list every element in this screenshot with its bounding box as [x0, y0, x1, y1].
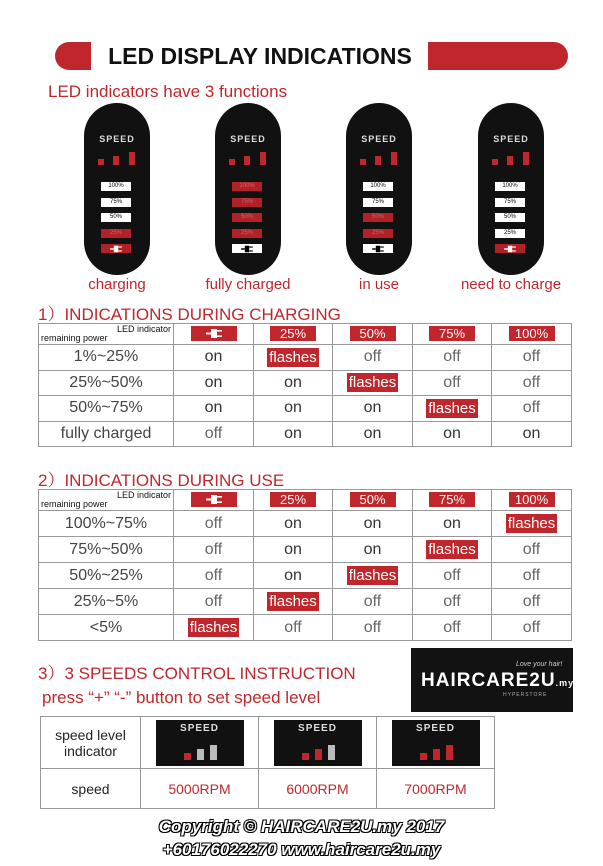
header-cell	[413, 490, 492, 511]
remote-3	[346, 103, 412, 275]
state-cell: off	[174, 511, 254, 537]
speed-label: SPEED	[298, 722, 337, 734]
state-cell: on	[174, 370, 254, 396]
speed-label: SPEED	[180, 722, 219, 734]
led-row: 50%	[495, 213, 525, 222]
header-cell	[333, 490, 413, 511]
speed-bar	[446, 745, 453, 760]
state-cell	[333, 563, 413, 589]
plug-led	[101, 244, 131, 253]
led-row: 50%	[363, 213, 393, 222]
state-cell: on	[174, 345, 254, 371]
header-badge: 25%	[270, 326, 316, 341]
header-cell	[413, 324, 492, 345]
use-section-title: 2）INDICATIONS DURING USE	[38, 471, 285, 490]
led-row: 100%	[101, 182, 131, 191]
state-cell: off	[492, 589, 572, 615]
speed-row-label: speed	[41, 769, 141, 809]
state-cell: off	[492, 345, 572, 371]
state-cell: off	[174, 563, 254, 589]
state-cell: on	[254, 511, 333, 537]
state-cell: on	[413, 511, 492, 537]
header-badge: 75%	[429, 492, 475, 507]
state-cell	[254, 589, 333, 615]
led-row: 75%	[363, 198, 393, 207]
table-row	[39, 537, 572, 563]
speed-bar	[391, 152, 397, 165]
table-row	[39, 511, 572, 537]
speed-bar	[420, 753, 427, 760]
state-cell: off	[413, 589, 492, 615]
state-cell: off	[492, 563, 572, 589]
flashes-badge: flashes	[189, 619, 238, 636]
state-cell: off	[333, 615, 413, 641]
speed-bar	[523, 152, 529, 165]
speed-bar	[360, 159, 366, 165]
table-row	[39, 370, 572, 396]
header-badge: 100%	[509, 326, 555, 341]
remote-2	[215, 103, 281, 275]
corner-power-label: remaining power	[41, 499, 108, 509]
state-cell: on	[254, 537, 333, 563]
remote-caption: fully charged	[205, 276, 291, 293]
state-cell: off	[174, 589, 254, 615]
table-row	[39, 345, 572, 371]
state-cell: on	[254, 421, 333, 447]
state-cell	[492, 511, 572, 537]
flashes-badge: flashes	[348, 567, 397, 584]
footer-copyright: Copyright © HAIRCARE2U.my 2017	[158, 817, 445, 836]
header-bar-left	[55, 42, 91, 70]
speed-bar	[244, 156, 250, 165]
header-cell	[254, 490, 333, 511]
header-plug	[174, 490, 254, 511]
speed-bar	[433, 749, 440, 760]
state-cell: on	[254, 563, 333, 589]
plug-icon	[372, 245, 384, 253]
speeds-instruction: press “+” “-” button to set speed level	[42, 688, 321, 707]
state-cell: off	[333, 345, 413, 371]
remaining-power-cell: fully charged	[39, 421, 174, 447]
speed-indicator-1	[141, 717, 259, 769]
header-bar-right	[428, 42, 568, 70]
state-cell: off	[413, 563, 492, 589]
speed-bar	[98, 159, 104, 165]
speed-bar	[507, 156, 513, 165]
header-cell	[333, 324, 413, 345]
led-row: 25%	[363, 229, 393, 238]
remote-4	[478, 103, 544, 275]
plug-badge	[191, 492, 237, 507]
table-corner	[39, 324, 174, 345]
speed-table	[40, 716, 495, 809]
led-row: 50%	[101, 213, 131, 222]
table-row	[39, 589, 572, 615]
state-cell: on	[333, 511, 413, 537]
logo-tagline: Love your hair!	[516, 661, 563, 668]
led-row: 100%	[232, 182, 262, 191]
plug-icon	[241, 245, 253, 253]
flashes-badge: flashes	[269, 593, 317, 610]
haircare2u-logo	[411, 648, 573, 712]
plug-icon	[206, 494, 222, 505]
corner-led-label: LED indicator	[116, 324, 171, 334]
led-row: 75%	[232, 198, 262, 207]
speed-bar	[315, 749, 322, 760]
speed-indicator-3	[377, 717, 495, 769]
remaining-power-cell: 75%~50%	[39, 537, 174, 563]
speed-label: SPEED	[493, 134, 529, 144]
speed-bar	[260, 152, 266, 165]
state-cell	[333, 370, 413, 396]
header-plug	[174, 324, 254, 345]
led-row: 100%	[495, 182, 525, 191]
use-table	[38, 489, 572, 641]
plug-led	[363, 244, 393, 253]
flashes-badge: flashes	[428, 399, 476, 417]
charging-table	[38, 323, 572, 447]
led-row: 25%	[101, 229, 131, 238]
table-row	[39, 615, 572, 641]
speed-value-2: 6000RPM	[259, 769, 377, 809]
state-cell: off	[333, 589, 413, 615]
state-cell	[413, 537, 492, 563]
speed-bar	[113, 156, 119, 165]
state-cell	[254, 345, 333, 371]
flashes-badge: flashes	[507, 515, 556, 532]
speed-indicator-2	[259, 717, 377, 769]
led-row: 75%	[495, 198, 525, 207]
state-cell: off	[492, 396, 572, 422]
plug-icon	[206, 328, 222, 339]
state-cell: off	[174, 421, 254, 447]
state-cell: off	[174, 537, 254, 563]
remaining-power-cell: <5%	[39, 615, 174, 641]
remote-caption: charging	[88, 276, 146, 293]
remaining-power-cell: 25%~5%	[39, 589, 174, 615]
logo-sub: HYPERSTORE	[503, 692, 548, 698]
subtitle: LED indicators have 3 functions	[48, 82, 288, 101]
led-row: 50%	[232, 213, 262, 222]
table-row	[39, 563, 572, 589]
speed-bar	[197, 749, 204, 760]
plug-badge	[191, 326, 237, 341]
remaining-power-cell: 1%~25%	[39, 345, 174, 371]
state-cell: on	[254, 396, 333, 422]
corner-power-label: remaining power	[41, 333, 108, 343]
flashes-badge: flashes	[428, 541, 476, 558]
speed-label: SPEED	[416, 722, 455, 734]
state-cell: off	[413, 370, 492, 396]
remaining-power-cell: 25%~50%	[39, 370, 174, 396]
flashes-badge: flashes	[348, 374, 397, 392]
state-cell: off	[492, 615, 572, 641]
state-cell: on	[413, 421, 492, 447]
speed-bar	[492, 159, 498, 165]
state-cell: on	[174, 396, 254, 422]
header-badge: 75%	[429, 326, 475, 341]
remaining-power-cell: 50%~75%	[39, 396, 174, 422]
remaining-power-cell: 50%~25%	[39, 563, 174, 589]
table-row	[39, 421, 572, 447]
speed-bar	[302, 753, 309, 760]
state-cell: off	[254, 615, 333, 641]
state-cell: off	[492, 370, 572, 396]
header-badge: 50%	[350, 326, 396, 341]
plug-icon	[110, 245, 122, 253]
speeds-section-title: 3）3 SPEEDS CONTROL INSTRUCTION	[38, 664, 356, 683]
state-cell: on	[333, 396, 413, 422]
led-row: 25%	[495, 229, 525, 238]
led-row: 75%	[101, 198, 131, 207]
plug-icon	[504, 245, 516, 253]
led-row: 25%	[232, 229, 262, 238]
remote-1	[84, 103, 150, 275]
speed-bar	[129, 152, 135, 165]
state-cell: off	[413, 615, 492, 641]
header-cell	[254, 324, 333, 345]
state-cell: off	[492, 537, 572, 563]
plug-led	[232, 244, 262, 253]
speed-label: SPEED	[230, 134, 266, 144]
speed-value-1: 5000RPM	[141, 769, 259, 809]
speed-bar	[375, 156, 381, 165]
header-badge: 100%	[509, 492, 555, 507]
page-title: LED DISPLAY INDICATIONS	[108, 43, 412, 69]
header-cell	[492, 490, 572, 511]
header-badge: 25%	[270, 492, 316, 507]
flashes-badge: flashes	[269, 348, 317, 366]
table-corner	[39, 490, 174, 511]
remote-caption: need to charge	[460, 276, 562, 293]
state-cell	[174, 615, 254, 641]
state-cell	[413, 396, 492, 422]
charging-section-title: 1）INDICATIONS DURING CHARGING	[38, 305, 341, 324]
led-row: 100%	[363, 182, 393, 191]
corner-led-label: LED indicator	[116, 490, 171, 500]
state-cell: on	[254, 370, 333, 396]
table-row	[39, 396, 572, 422]
state-cell: on	[492, 421, 572, 447]
speed-value-3: 7000RPM	[377, 769, 495, 809]
logo-main: HAIRCARE2U.my	[421, 670, 575, 691]
speed-label: SPEED	[361, 134, 397, 144]
state-cell: on	[333, 537, 413, 563]
speed-bar	[229, 159, 235, 165]
remote-caption: in use	[358, 276, 400, 293]
state-cell: on	[333, 421, 413, 447]
speed-level-label: speed level indicator	[41, 717, 141, 769]
remaining-power-cell: 100%~75%	[39, 511, 174, 537]
header-badge: 50%	[350, 492, 396, 507]
header-cell	[492, 324, 572, 345]
plug-led	[495, 244, 525, 253]
speed-label: SPEED	[99, 134, 135, 144]
speed-bar	[328, 745, 335, 760]
state-cell: off	[413, 345, 492, 371]
speed-bar	[210, 745, 217, 760]
speed-bar	[184, 753, 191, 760]
footer-contact: +60176022270 www.haircare2u.my	[162, 840, 441, 859]
